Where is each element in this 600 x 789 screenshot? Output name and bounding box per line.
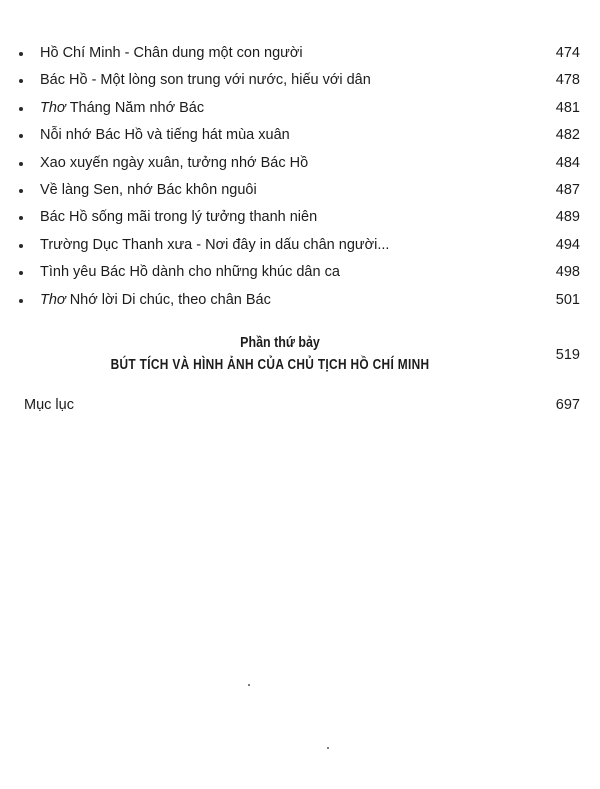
bullet-icon xyxy=(19,52,23,56)
bullet-icon xyxy=(19,271,23,275)
toc-item-prefix: Thơ xyxy=(40,99,66,116)
toc-item-title xyxy=(40,287,271,314)
toc-item-title xyxy=(40,259,340,286)
toc-item-text: Xao xuyến ngày xuân, tưởng nhớ Bác Hồ xyxy=(40,154,309,171)
toc-item-text: Nỗi nhớ Bác Hồ và tiếng hát mùa xuân xyxy=(40,127,290,144)
toc-item-text: Tháng Năm nhớ Bác xyxy=(69,99,205,116)
toc-item-title xyxy=(40,232,389,259)
bullet-icon xyxy=(19,107,23,111)
toc-item-page: 481 xyxy=(555,99,580,116)
toc-item-title xyxy=(40,122,290,149)
bullet-icon xyxy=(19,299,23,303)
toc-item-title xyxy=(40,95,204,122)
toc-item-page: 501 xyxy=(555,291,580,308)
index-page-number: 697 xyxy=(555,397,580,413)
toc-item xyxy=(0,122,600,149)
toc-item-page: 474 xyxy=(555,45,580,61)
toc-item xyxy=(0,40,600,67)
toc-item xyxy=(0,259,600,286)
scan-speck xyxy=(248,684,250,686)
toc-item-page: 487 xyxy=(555,181,580,198)
toc-item-text: Nhớ lời Di chúc, theo chân Bác xyxy=(69,291,271,308)
part-label: Phần thứ bảy xyxy=(240,335,320,351)
toc-item-text: Trường Dục Thanh xưa - Nơi đây in dấu chân người... xyxy=(40,236,390,253)
toc-item-page: 489 xyxy=(555,209,580,226)
bullet-icon xyxy=(19,216,23,220)
toc-item-page: 482 xyxy=(555,127,580,144)
toc-item xyxy=(0,67,600,94)
bullet-icon xyxy=(19,162,23,166)
toc-item-text: Hồ Chí Minh - Chân dung một con người xyxy=(40,45,303,61)
bullet-icon xyxy=(19,189,23,193)
toc-item xyxy=(0,232,600,259)
toc-item xyxy=(0,150,600,177)
toc-item-title xyxy=(40,204,317,231)
toc-item-prefix: Thơ xyxy=(40,291,66,308)
bullet-icon xyxy=(19,134,23,138)
scan-speck xyxy=(327,747,329,749)
toc-item-text: Bác Hồ sống mãi trong lý tưởng thanh niên xyxy=(40,209,318,226)
toc-item xyxy=(0,204,600,231)
bullet-icon xyxy=(19,79,23,83)
toc-item-title xyxy=(40,40,303,67)
toc-item-title xyxy=(40,150,308,177)
toc-item-text: Bác Hồ - Một lòng son trung với nước, hiếu với dân xyxy=(40,72,371,89)
index-label: Mục lục xyxy=(24,397,74,413)
toc-item-page: 484 xyxy=(555,154,580,171)
toc-item-page: 494 xyxy=(555,236,580,253)
part-title: BÚT TÍCH VÀ HÌNH ẢNH CỦA CHỦ TỊCH HỒ CHÍ MINH xyxy=(110,357,430,373)
toc-item-title xyxy=(40,67,371,94)
bullet-icon xyxy=(19,244,23,248)
toc-item-page: 498 xyxy=(555,264,580,281)
toc-list xyxy=(0,40,600,314)
index-entry xyxy=(0,393,600,417)
toc-item xyxy=(0,95,600,122)
toc-item-text: Tình yêu Bác Hồ dành cho những khúc dân ca xyxy=(40,264,340,281)
part-heading-block xyxy=(0,335,600,385)
toc-item xyxy=(0,177,600,204)
toc-item-text: Về làng Sen, nhớ Bác khôn nguôi xyxy=(40,181,257,198)
toc-item-page: 478 xyxy=(555,72,580,89)
toc-item xyxy=(0,287,600,314)
toc-item-title xyxy=(40,177,257,204)
part-page-number: 519 xyxy=(555,347,580,363)
